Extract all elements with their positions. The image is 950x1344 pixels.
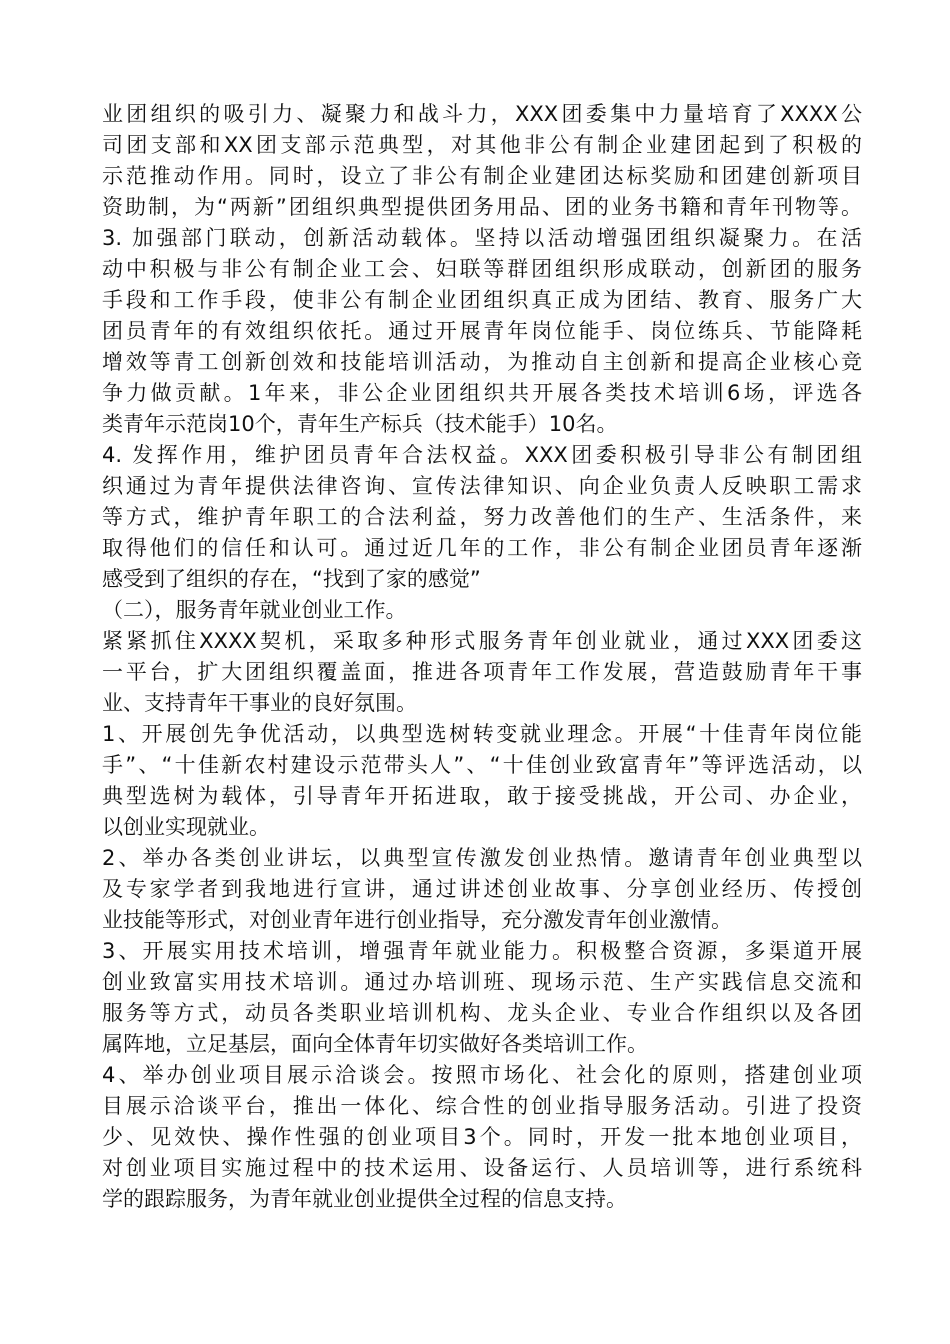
text-line: 类青年示范岗10个，青年生产标兵（技术能手）10名。 [102,412,618,436]
text-line: 手段和工作手段，使非公有制企业团组织真正成为团结、教育、服务广大 [102,288,862,312]
text-line: 业团组织的吸引力、凝聚力和战斗力，XXX团委集中力量培育了XXXX公 [102,102,862,126]
text-line: 司团支部和XX团支部示范典型，对其他非公有制企业建团起到了积极的 [102,133,862,157]
text-line: 属阵地，立足基层，面向全体青年切实做好各类培训工作。 [102,1032,648,1056]
text-line: 及专家学者到我地进行宣讲，通过讲述创业故事、分享创业经历、传授创 [102,877,862,901]
text-line: 手”、“十佳新农村建设示范带头人”、“十佳创业致富青年”等评选活动，以 [102,753,862,777]
text-line: 一平台，扩大团组织覆盖面，推进各项青年工作发展，营造鼓励青年干事 [102,660,862,684]
text-line: 4、举办创业项目展示洽谈会。按照市场化、社会化的原则，搭建创业项 [102,1063,862,1087]
text-line: 典型选树为载体，引导青年开拓进取，敢于接受挑战，开公司、办企业， [102,784,862,808]
text-line: 2、举办各类创业讲坛，以典型宣传激发创业热情。邀请青年创业典型以 [102,846,862,870]
text-line: 争力做贡献。1年来，非公企业团组织共开展各类技术培训6场，评选各 [102,381,862,405]
text-line: 创业致富实用技术培训。通过办培训班、现场示范、生产实践信息交流和 [102,970,862,994]
text-line: 等方式，维护青年职工的合法利益，努力改善他们的生产、生活条件，来 [102,505,862,529]
text-line: 业技能等形式，对创业青年进行创业指导，充分激发青年创业激情。 [102,908,732,932]
text-line: 取得他们的信任和认可。通过近几年的工作，非公有制企业团员青年逐渐 [102,536,862,560]
text-line: 对创业项目实施过程中的技术运用、设备运行、人员培训等，进行系统科 [102,1156,862,1180]
text-line: 学的跟踪服务，为青年就业创业提供全过程的信息支持。 [102,1187,627,1211]
text-line: 感受到了组织的存在，“找到了家的感觉” [102,567,481,591]
text-line: 服务等方式，动员各类职业培训机构、龙头企业、专业合作组织以及各团 [102,1001,862,1025]
text-line: 紧紧抓住XXXX契机，采取多种形式服务青年创业就业，通过XXX团委这 [102,629,862,653]
document-body [102,99,862,1215]
text-line: 织通过为青年提供法律咨询、宣传法律知识、向企业负责人反映职工需求 [102,474,862,498]
text-line: 1、开展创先争优活动，以典型选树转变就业理念。开展“十佳青年岗位能 [102,722,862,746]
text-line: 3. 加强部门联动，创新活动载体。坚持以活动增强团组织凝聚力。在活 [102,226,862,250]
text-line: 示范推动作用。同时，设立了非公有制企业建团达标奖励和团建创新项目 [102,164,862,188]
text-line: 资助制，为“两新”团组织典型提供团务用品、团的业务书籍和青年刊物等。 [102,195,862,219]
text-line: 目展示洽谈平台，推出一体化、综合性的创业指导服务活动。引进了投资 [102,1094,862,1118]
text-line: 4. 发挥作用，维护团员青年合法权益。XXX团委积极引导非公有制团组 [102,443,862,467]
text-line: 业、支持青年干事业的良好氛围。 [102,691,417,715]
text-line: 少、见效快、操作性强的创业项目3个。同时，开发一批本地创业项目， [102,1125,862,1149]
text-line: （二），服务青年就业创业工作。 [102,598,407,622]
text-line: 以创业实现就业。 [102,815,270,839]
text-line: 3、开展实用技术培训，增强青年就业能力。积极整合资源，多渠道开展 [102,939,862,963]
text-line: 团员青年的有效组织依托。通过开展青年岗位能手、岗位练兵、节能降耗 [102,319,862,343]
text-line: 增效等青工创新创效和技能培训活动，为推动自主创新和提高企业核心竞 [102,350,862,374]
text-line: 动中积极与非公有制企业工会、妇联等群团组织形成联动，创新团的服务 [102,257,862,281]
